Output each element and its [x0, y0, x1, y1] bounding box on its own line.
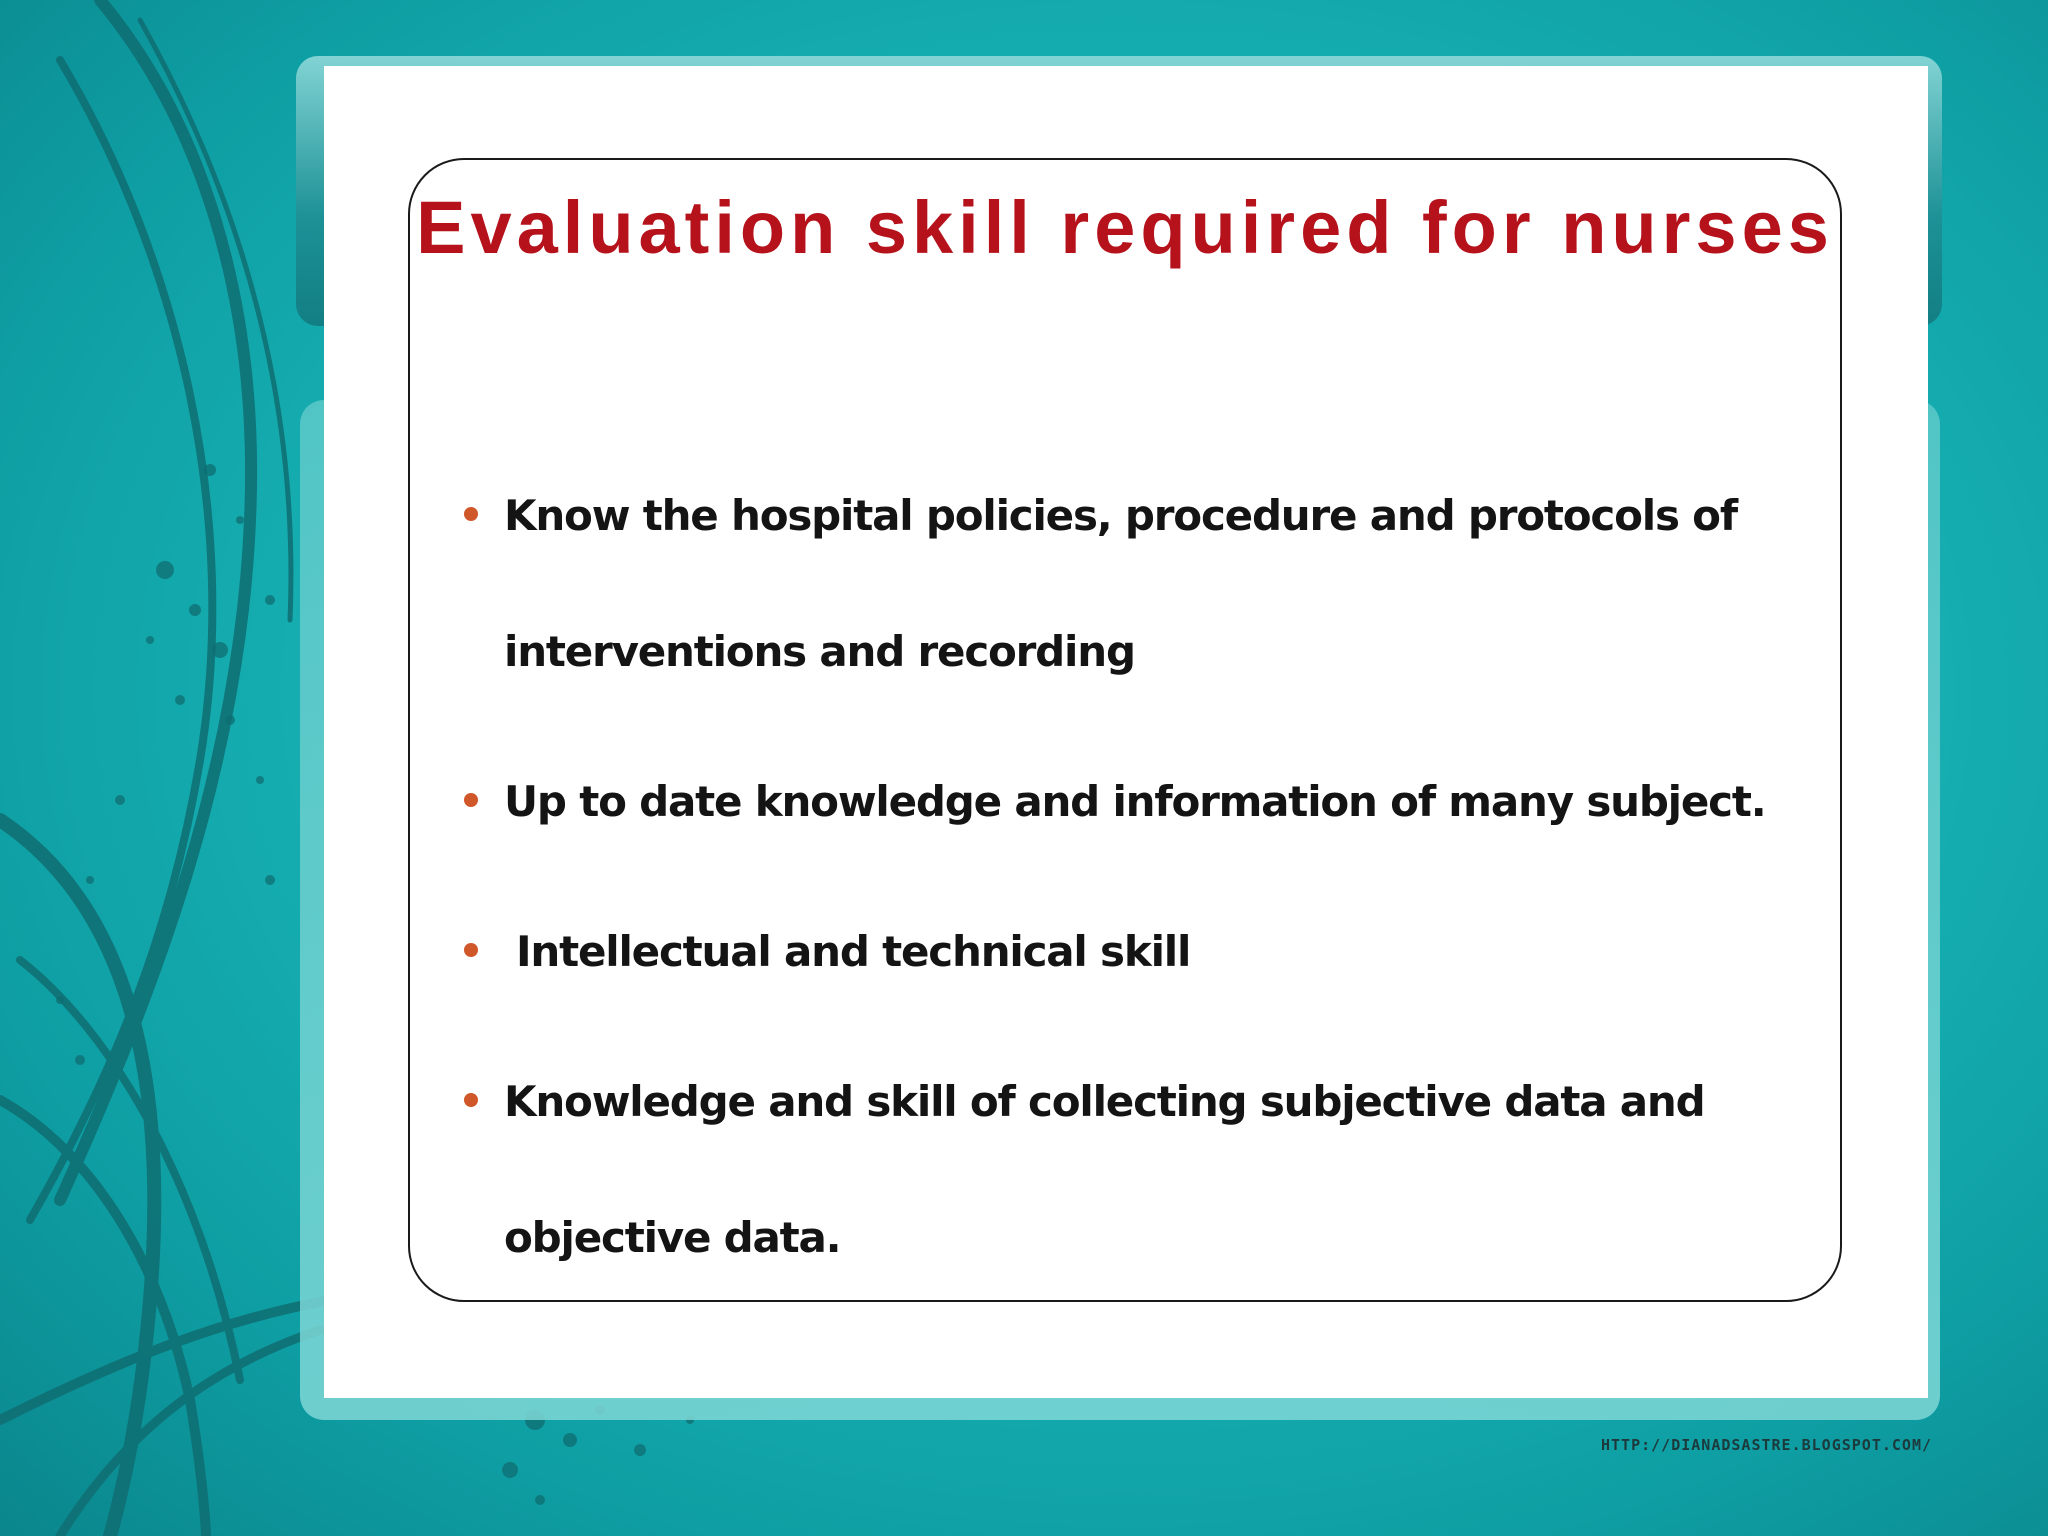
source-credit: HTTP://DIANADSASTRE.BLOGSPOT.COM/: [1600, 1436, 1932, 1454]
bullet-list: [464, 448, 1794, 1320]
bullet-text: Know the hospital policies, procedure and protocols of interventions and recording: [504, 491, 1737, 676]
bullet-dot-icon: [464, 1093, 478, 1107]
bullet-dot-icon: [464, 943, 478, 957]
bullet-text: Intellectual and technical skill: [516, 927, 1191, 976]
bullet-item-intellectual: [464, 884, 1794, 1020]
bullet-text: Up to date knowledge and information of many subject.: [504, 777, 1766, 826]
bullet-text: Knowledge and skill of collecting subjective data and objective data.: [504, 1077, 1705, 1262]
bullet-item-data-collection: [464, 1034, 1774, 1306]
bullet-dot-icon: [464, 793, 478, 807]
bullet-dot-icon: [464, 507, 478, 521]
bullet-item-knowledge: [464, 734, 1794, 870]
bullet-item-hospital-policies: [464, 448, 1774, 720]
slide-title: Evaluation skill required for nurses: [416, 186, 1834, 269]
